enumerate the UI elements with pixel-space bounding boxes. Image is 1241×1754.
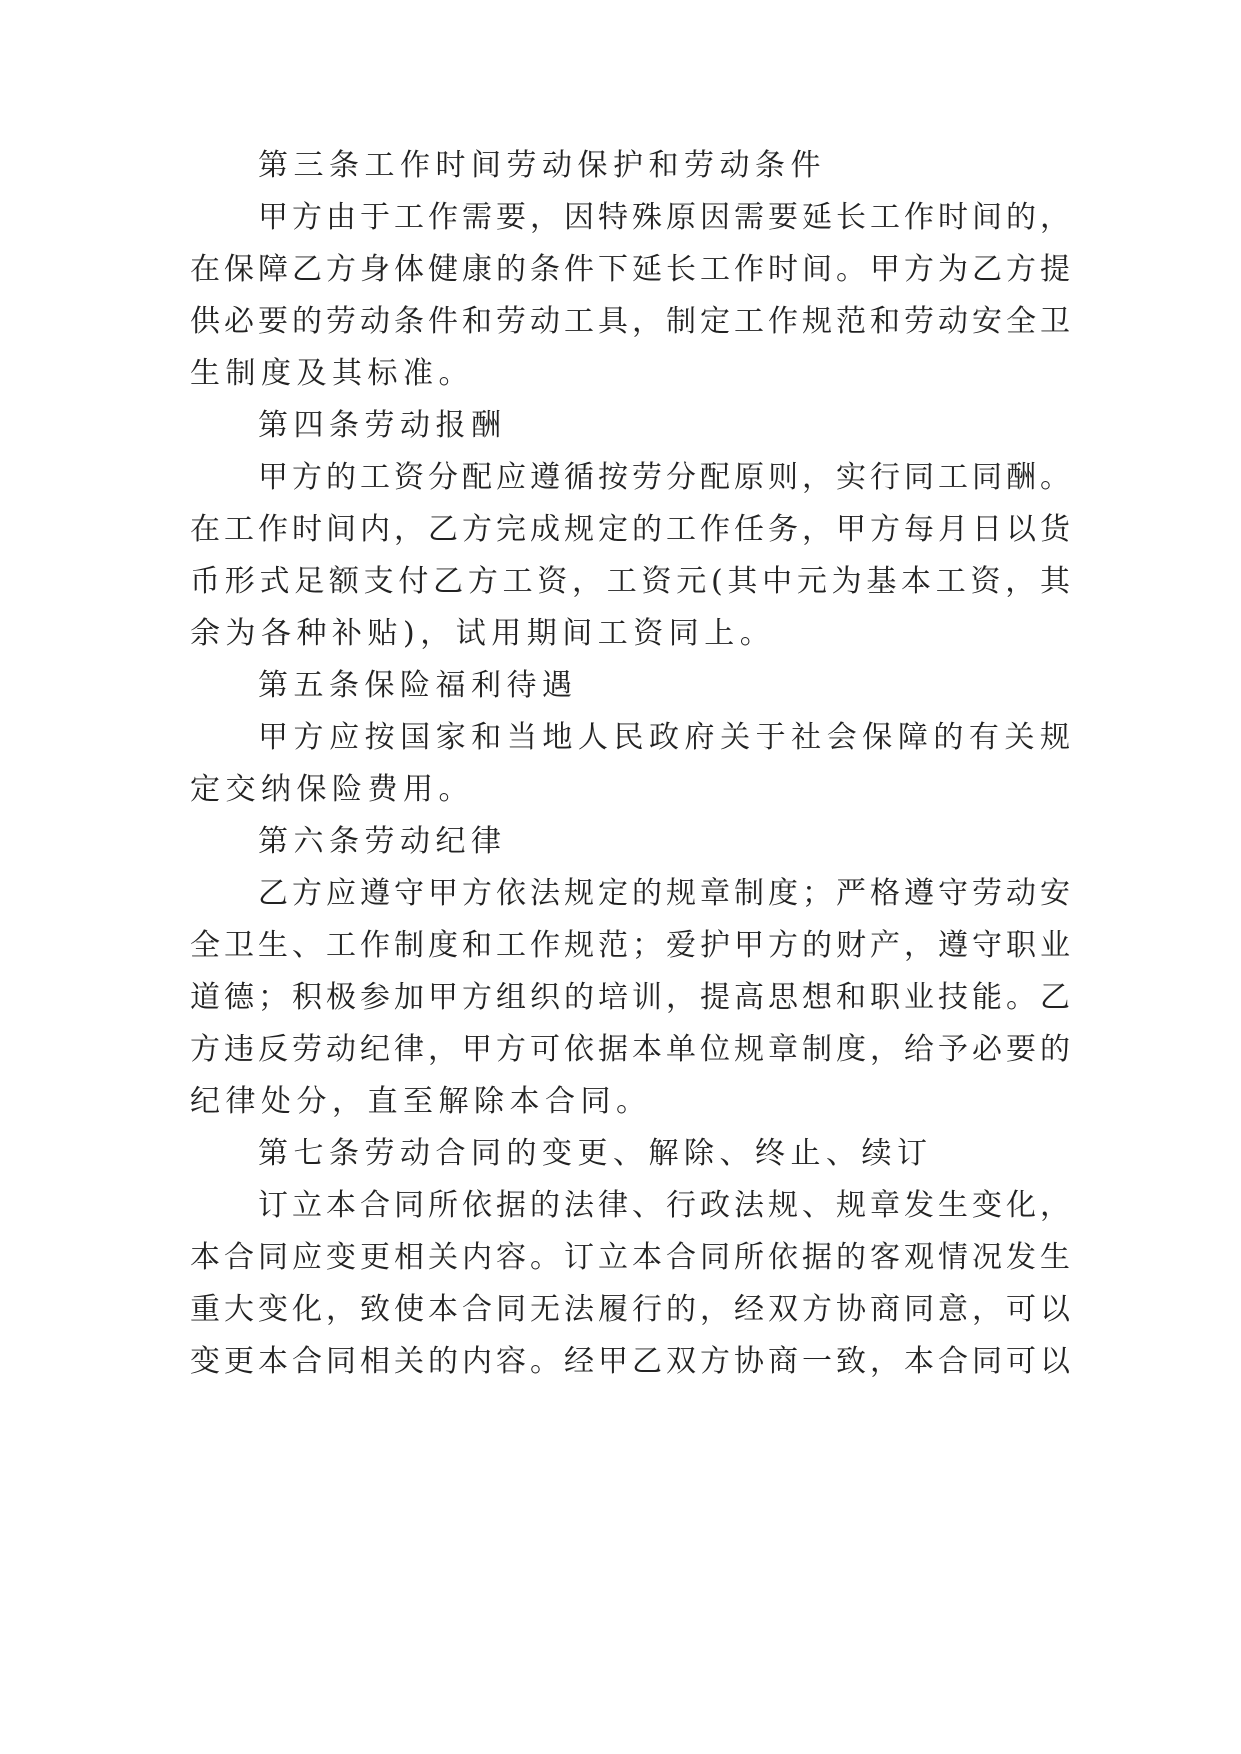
article-4-heading: 第四条劳动报酬 [258,408,507,443]
paragraph-line: 全卫生、工作制度和工作规范；爱护甲方的财产，遵守职业 [190,928,1070,963]
paragraph-line: 供必要的劳动条件和劳动工具，制定工作规范和劳动安全卫 [190,304,1070,339]
article-7-heading: 第七条劳动合同的变更、解除、终止、续订 [258,1136,933,1171]
paragraph-line: 纪律处分，直至解除本合同。 [190,1084,652,1119]
article-3-heading: 第三条工作时间劳动保护和劳动条件 [258,148,826,183]
paragraph-line: 甲方应按国家和当地人民政府关于社会保障的有关规 [258,720,1070,755]
paragraph-line: 余为各种补贴)，试用期间工资同上。 [190,616,776,651]
paragraph-line: 定交纳保险费用。 [190,772,474,807]
paragraph-line: 乙方应遵守甲方依法规定的规章制度；严格遵守劳动安 [258,876,1070,911]
paragraph-line: 道德；积极参加甲方组织的培训，提高思想和职业技能。乙 [190,980,1070,1015]
paragraph-line: 在保障乙方身体健康的条件下延长工作时间。甲方为乙方提 [190,252,1070,287]
paragraph-line: 变更本合同相关的内容。经甲乙双方协商一致，本合同可以 [190,1344,1070,1379]
paragraph-line: 重大变化，致使本合同无法履行的，经双方协商同意，可以 [190,1292,1070,1327]
paragraph-line: 方违反劳动纪律，甲方可依据本单位规章制度，给予必要的 [190,1032,1070,1067]
article-5-heading: 第五条保险福利待遇 [258,668,578,703]
article-6-heading: 第六条劳动纪律 [258,824,507,859]
paragraph-line: 甲方的工资分配应遵循按劳分配原则，实行同工同酬。 [258,460,1070,495]
paragraph-line: 生制度及其标准。 [190,356,474,391]
paragraph-line: 在工作时间内，乙方完成规定的工作任务，甲方每月日以货 [190,512,1070,547]
paragraph-line: 订立本合同所依据的法律、行政法规、规章发生变化， [258,1188,1070,1223]
paragraph-line: 甲方由于工作需要，因特殊原因需要延长工作时间的， [258,200,1070,235]
paragraph-line: 币形式足额支付乙方工资，工资元(其中元为基本工资，其 [190,564,1070,599]
paragraph-line: 本合同应变更相关内容。订立本合同所依据的客观情况发生 [190,1240,1070,1275]
